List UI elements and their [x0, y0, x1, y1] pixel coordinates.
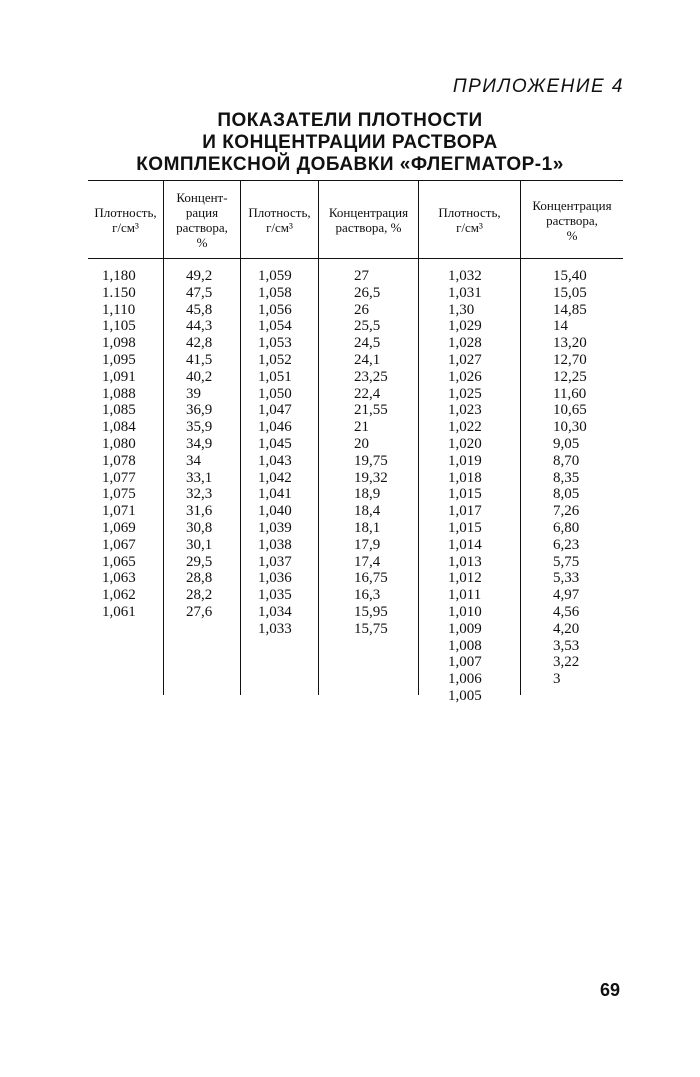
- table-cell: 16,3: [354, 587, 381, 604]
- table-cell: 1,110: [102, 301, 136, 318]
- table-cell: 1,069: [102, 519, 136, 536]
- table-cell: 1,026: [448, 368, 482, 385]
- table-cell: 1,042: [258, 469, 292, 486]
- table-cell: 26: [354, 301, 369, 318]
- table-cell: 1,034: [258, 603, 292, 620]
- table-cell: 1,095: [102, 351, 136, 368]
- table-cell: 15,75: [354, 620, 388, 637]
- table-cell: 1,011: [448, 587, 482, 604]
- table-cell: 1,056: [258, 301, 292, 318]
- table-cell: 24,1: [354, 351, 381, 368]
- table-cell: 17,9: [354, 536, 381, 553]
- table-cell: 20: [354, 435, 369, 452]
- table-cell: 28,8: [186, 570, 213, 587]
- table-cell: 16,75: [354, 570, 388, 587]
- table-cell: 1,061: [102, 603, 136, 620]
- table-cell: 29,5: [186, 553, 213, 570]
- table-cell: 1,085: [102, 402, 136, 419]
- table-cell: 1,035: [258, 587, 292, 604]
- table-cell: 1,027: [448, 351, 482, 368]
- column-density-3: [448, 268, 482, 705]
- table-cell: 8,05: [553, 486, 580, 503]
- table-cell: 1,037: [258, 553, 292, 570]
- table-cell: 31,6: [186, 503, 213, 520]
- column-concentration-3: [553, 268, 587, 688]
- table-cell: 34: [186, 452, 201, 469]
- table-cell: 6,23: [553, 536, 580, 553]
- table-cell: 45,8: [186, 301, 213, 318]
- table-cell: 44,3: [186, 318, 213, 335]
- table-cell: 41,5: [186, 351, 213, 368]
- table-cell: 4,97: [553, 587, 580, 604]
- table-cell: 1,052: [258, 351, 292, 368]
- table-cell: 1,071: [102, 503, 136, 520]
- table-cell: 1,040: [258, 503, 292, 520]
- table-cell: 1,078: [102, 452, 136, 469]
- table-cell: 34,9: [186, 435, 213, 452]
- table-cell: 4,20: [553, 620, 580, 637]
- table-cell: 1,105: [102, 318, 136, 335]
- header-concentration: Концент- рация раствора, %: [176, 190, 228, 250]
- table-cell: 1,015: [448, 486, 482, 503]
- table-cell: 1,051: [258, 368, 292, 385]
- table-cell: 1,059: [258, 268, 292, 284]
- table-cell: 40,2: [186, 368, 213, 385]
- table-cell: 47,5: [186, 284, 213, 301]
- table-cell: 3,22: [553, 654, 580, 671]
- column-divider: [418, 180, 419, 695]
- table-cell: 18,1: [354, 519, 381, 536]
- table-cell: 5,75: [553, 553, 580, 570]
- table-cell: 1,047: [258, 402, 292, 419]
- table-cell: 1,054: [258, 318, 292, 335]
- table-cell: 1,063: [102, 570, 136, 587]
- table-cell: 1,080: [102, 435, 136, 452]
- table-cell: 1,036: [258, 570, 292, 587]
- table-cell: 1,041: [258, 486, 292, 503]
- table-cell: 6,80: [553, 519, 580, 536]
- header-density: Плотность, г/см³: [248, 205, 311, 235]
- table-cell: 1,005: [448, 687, 482, 704]
- table-cell: 1,065: [102, 553, 136, 570]
- column-divider: [163, 180, 164, 695]
- appendix-label: ПРИЛОЖЕНИЕ 4: [452, 76, 624, 97]
- table-cell: 3: [553, 671, 561, 688]
- table-cell: 1,043: [258, 452, 292, 469]
- table-cell: 1,020: [448, 435, 482, 452]
- table-cell: 7,26: [553, 503, 580, 520]
- table-cell: 18,9: [354, 486, 381, 503]
- title-line-1: ПОКАЗАТЕЛИ ПЛОТНОСТИ: [217, 110, 483, 131]
- table-cell: 1,084: [102, 419, 136, 436]
- page-title: [0, 110, 700, 176]
- table-cell: 27,6: [186, 603, 213, 620]
- table-cell: 42,8: [186, 335, 213, 352]
- table-cell: 1,077: [102, 469, 136, 486]
- table-cell: 39: [186, 385, 201, 402]
- table-cell: 1,062: [102, 587, 136, 604]
- table-cell: 10,30: [553, 419, 587, 436]
- table-cell: 26,5: [354, 284, 381, 301]
- table-cell: 1,023: [448, 402, 482, 419]
- table-cell: 1,039: [258, 519, 292, 536]
- table-cell: 25,5: [354, 318, 381, 335]
- table-cell: 1,017: [448, 503, 482, 520]
- table-cell: 1,008: [448, 637, 482, 654]
- table-cell: 1,045: [258, 435, 292, 452]
- table-cell: 1,007: [448, 654, 482, 671]
- table-cell: 17,4: [354, 553, 381, 570]
- table-cell: 1,025: [448, 385, 482, 402]
- header-density: Плотность, г/см³: [438, 205, 501, 235]
- table-cell: 32,3: [186, 486, 213, 503]
- column-divider: [318, 180, 319, 695]
- table-cell: 27: [354, 268, 369, 284]
- table-cell: 5,33: [553, 570, 580, 587]
- table-cell: 15,40: [553, 268, 587, 284]
- table-cell: 15,05: [553, 284, 587, 301]
- column-divider: [520, 180, 521, 695]
- table-cell: 1,019: [448, 452, 482, 469]
- table-cell: 8,35: [553, 469, 580, 486]
- table-cell: 1,006: [448, 671, 482, 688]
- table-cell: 1,30: [448, 301, 475, 318]
- table-cell: 12,25: [553, 368, 587, 385]
- column-divider: [240, 180, 241, 695]
- table-cell: 1,046: [258, 419, 292, 436]
- table-cell: 1,053: [258, 335, 292, 352]
- title-line-3: КОМПЛЕКСНОЙ ДОБАВКИ «ФЛЕГМАТОР-1»: [136, 154, 564, 175]
- table-cell: 13,20: [553, 335, 587, 352]
- table-cell: 19,32: [354, 469, 388, 486]
- table-cell: 35,9: [186, 419, 213, 436]
- column-density-2: [258, 268, 292, 638]
- table-cell: 33,1: [186, 469, 213, 486]
- table-cell: 1,050: [258, 385, 292, 402]
- table-cell: 1,038: [258, 536, 292, 553]
- header-concentration: Концентрация раствора, %: [532, 197, 612, 243]
- table-cell: 30,8: [186, 519, 213, 536]
- table-cell: 18,4: [354, 503, 381, 520]
- table-cell: 36,9: [186, 402, 213, 419]
- table-cell: 1,091: [102, 368, 136, 385]
- table-cell: 1,013: [448, 553, 482, 570]
- table-cell: 1,180: [102, 268, 136, 284]
- table-cell: 11,60: [553, 385, 587, 402]
- table-cell: 22,4: [354, 385, 381, 402]
- table-cell: 1,015: [448, 519, 482, 536]
- table-cell: 1,098: [102, 335, 136, 352]
- table-cell: 1,075: [102, 486, 136, 503]
- table-top-rule: [88, 180, 623, 181]
- page-number: 69: [600, 980, 621, 1000]
- table-cell: 28,2: [186, 587, 213, 604]
- table-cell: 1,028: [448, 335, 482, 352]
- table-cell: 15,95: [354, 603, 388, 620]
- table-cell: 1,009: [448, 620, 482, 637]
- table-cell: 1,032: [448, 268, 482, 284]
- table-cell: 4,56: [553, 603, 580, 620]
- table-cell: 21: [354, 419, 369, 436]
- table-cell: 1,088: [102, 385, 136, 402]
- table-cell: 30,1: [186, 536, 213, 553]
- title-line-2: И КОНЦЕНТРАЦИИ РАСТВОРА: [202, 132, 498, 153]
- table-cell: 1,029: [448, 318, 482, 335]
- table-cell: 1,010: [448, 603, 482, 620]
- table-cell: 1,014: [448, 536, 482, 553]
- header-concentration: Концентрация раствора, %: [328, 205, 409, 235]
- table-cell: 1.150: [102, 284, 136, 301]
- table-cell: 1,022: [448, 419, 482, 436]
- table-cell: 10,65: [553, 402, 587, 419]
- table-cell: 8,70: [553, 452, 580, 469]
- table-cell: 1,031: [448, 284, 482, 301]
- table-cell: 3,53: [553, 637, 580, 654]
- table-cell: 19,75: [354, 452, 388, 469]
- column-density-1: [102, 268, 136, 621]
- column-concentration-2: [354, 268, 388, 638]
- table-cell: 21,55: [354, 402, 388, 419]
- table-cell: 9,05: [553, 435, 580, 452]
- table-cell: 24,5: [354, 335, 381, 352]
- table-cell: 1,067: [102, 536, 136, 553]
- density-concentration-table: [88, 180, 623, 704]
- table-cell: 12,70: [553, 351, 587, 368]
- table-header-rule: [88, 258, 623, 259]
- table-cell: 1,058: [258, 284, 292, 301]
- table-cell: 49,2: [186, 268, 213, 284]
- table-cell: 14,85: [553, 301, 587, 318]
- column-concentration-1: [186, 268, 212, 621]
- table-cell: 1,012: [448, 570, 482, 587]
- table-cell: 14: [553, 318, 568, 335]
- table-cell: 1,018: [448, 469, 482, 486]
- header-density: Плотность, г/см³: [94, 205, 157, 235]
- table-cell: 23,25: [354, 368, 388, 385]
- table-cell: 1,033: [258, 620, 292, 637]
